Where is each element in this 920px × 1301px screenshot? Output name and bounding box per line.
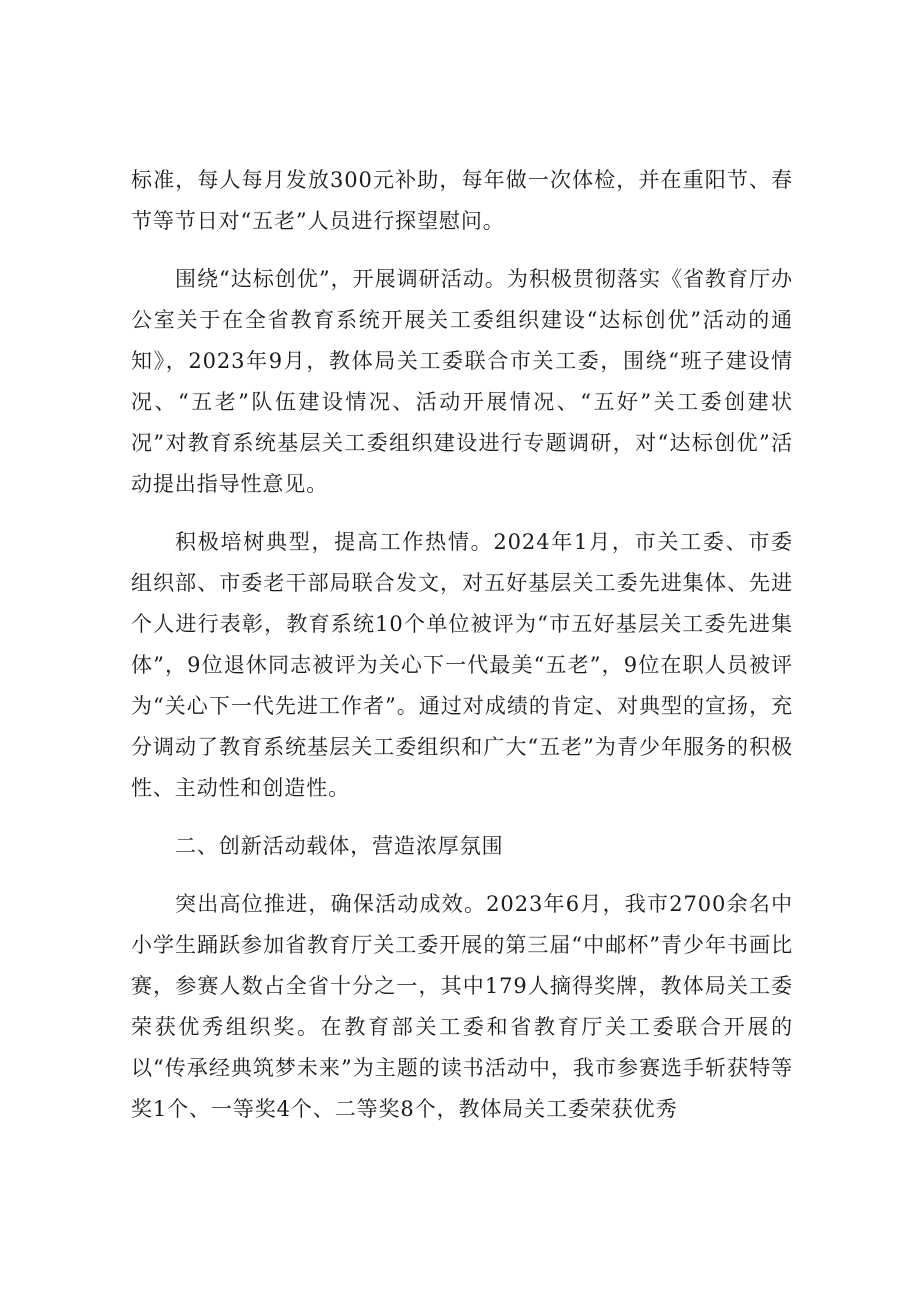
paragraph-research-activity: 围绕“达标创优”，开展调研活动。为积极贯彻落实《省教育厅办公室关于在全省教育系统开展关工委组织建设“达标创优”活动的通知》，2023年9月，教体局关工委联合市关工委，围绕“班子建设情况、“五老”队伍建设情况、活动开展情况、“五好”关工委创建状况”对教育系统基层关工委组织建设进行专题调研，对“达标创优”活动提出指导性意见。 [131,267,793,496]
paragraph-continuation: 标准，每人每月发放300元补助，每年做一次体检，并在重阳节、春节等节日对“五老”人员进行探望慰问。 [131,168,793,233]
paragraph-model-recognition: 积极培树典型，提高工作热情。2024年1月，市关工委、市委组织部、市委老干部局联合发文，对五好基层关工委先进集体、先进个人进行表彰，教育系统10个单位被评为“市五好基层关工委先进集体”，9位退休同志被评为关心下一代最美“五老”，9位在职人员被评为“关心下一代先进工作者”。通过对成绩的肯定、对典型的宣扬，充分调动了教育系统基层关工委组织和广大“五老”为青少年服务的积极性、主动性和创造性。 [131,530,793,800]
document-body [131,160,793,1147]
section-heading: 二、创新活动载体，营造浓厚氛围 [175,834,504,858]
paragraph-activity-results: 突出高位推进，确保活动成效。2023年6月，我市2700余名中小学生踊跃参加省教育厅关工委开展的第三届“中邮杯”青少年书画比赛，参赛人数占全省十分之一，其中179人摘得奖牌，教体局关工委荣获优秀组织奖。在教育部关工委和省教育厅关工委联合开展的以“传承经典筑梦未来”为主题的读书活动中，我市参赛选手斩获特等奖1个、一等奖4个、二等奖8个，教体局关工委荣获优秀 [131,892,793,1121]
